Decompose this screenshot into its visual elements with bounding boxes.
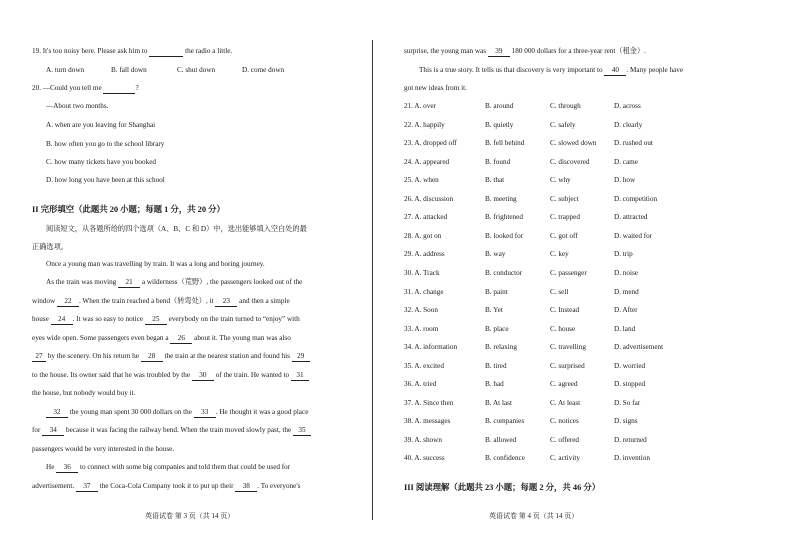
choice-q35-option-b[interactable]: B. tired — [485, 361, 507, 370]
choice-q28-option-c[interactable]: C. got off — [550, 231, 578, 240]
choice-q37-option-c[interactable]: C. At least — [550, 398, 581, 407]
blank-28[interactable]: 28 — [141, 351, 163, 362]
passage-line: eyes wide open. Some passengers even began a 26 about it. The young man was also — [32, 334, 291, 342]
passage-line: He 36 to connect with some big companies and told them that could be used for — [46, 463, 291, 471]
choice-q38-option-d[interactable]: D. signs — [614, 417, 638, 426]
section-3-title: III 阅读理解（此题共 23 小题；每题 2 分，共 46 分） — [404, 483, 601, 492]
choice-q24-option-c[interactable]: C. discovered — [550, 157, 590, 166]
choice-q36-option-c[interactable]: C. agreed — [550, 380, 578, 389]
passage-line: house 24 . It was so easy to notice 25 everybody on the train turned to “enjoy” with — [32, 315, 300, 323]
choice-q40-option-a[interactable]: 40. A. success — [404, 454, 445, 463]
blank-38[interactable]: 38 — [235, 481, 257, 492]
choice-q28-option-d[interactable]: D. waited for — [614, 231, 653, 240]
choice-q38-option-c[interactable]: C. notices — [550, 417, 579, 426]
passage-line: 27 by the scenery. On his return he 28 the train at the nearest station and found his 29 — [32, 351, 310, 362]
choice-q32-option-a[interactable]: 32. A. Soon — [404, 306, 438, 315]
q20-dialogue-reply: —About two months. — [46, 102, 109, 110]
passage-line: for 34 because it was facing the railway bend. When the train moved slowly past, the 35 — [32, 425, 311, 436]
choice-q21-option-d[interactable]: D. across — [614, 102, 641, 110]
q20-option-d: D. how long you have been at this school — [46, 176, 165, 184]
choice-q32-option-c[interactable]: C. Instead — [550, 306, 580, 315]
blank-36[interactable]: 36 — [56, 462, 78, 473]
choice-q23-option-c[interactable]: C. slowed down — [550, 139, 597, 148]
choice-q37-option-d[interactable]: D. So far — [614, 398, 641, 407]
blank-29[interactable]: 29 — [292, 351, 310, 362]
blank-35[interactable]: 35 — [293, 425, 311, 436]
choice-q39-option-c[interactable]: C. offered — [550, 435, 580, 444]
choice-q30-option-a[interactable]: 30. A. Track — [404, 269, 440, 277]
choice-q24-option-a[interactable]: 24. A. appeared — [404, 157, 450, 166]
blank-21[interactable]: 21 — [118, 277, 140, 288]
blank-31[interactable]: 31 — [291, 370, 309, 381]
answer-blank[interactable] — [103, 83, 135, 94]
choice-q37-option-b[interactable]: B. At last — [485, 398, 512, 407]
section-2-instruction-cont: 正确选项。 — [32, 243, 68, 251]
choice-q25-option-b[interactable]: B. that — [485, 176, 505, 185]
blank-22[interactable]: 22 — [57, 296, 79, 307]
choice-q22-option-b[interactable]: B. quietly — [485, 120, 514, 129]
passage-line: passengers would be very interested in the house. — [32, 445, 175, 453]
q20-option-a: A. when are you leaving for Shanghai — [46, 121, 156, 129]
choice-q30-option-c[interactable]: C. passenger — [550, 269, 587, 277]
blank-32[interactable]: 32 — [46, 407, 68, 418]
choice-q22-option-c[interactable]: C. safely — [550, 120, 576, 129]
choice-q30-option-b[interactable]: B. conductor — [485, 269, 523, 277]
choice-q27-option-c[interactable]: C. trapped — [550, 213, 580, 222]
blank-26[interactable]: 26 — [170, 333, 192, 344]
column-divider — [372, 40, 373, 520]
passage-line: As the train was moving 21 a wilderness（荒野）, the passengers looked out of the — [46, 278, 303, 286]
blank-33[interactable]: 33 — [194, 407, 216, 418]
choice-q23-option-d[interactable]: D. rushed out — [614, 139, 653, 148]
passage-line: window 22 . When the train reached a bend（转弯处）, it 23 and then a simple — [32, 297, 290, 305]
passage-line: advertisement. 37 the Coca-Cola Company took it to put up their 38 . To everyone's — [32, 482, 301, 490]
choice-q32-option-d[interactable]: D. After — [614, 306, 638, 315]
blank-24[interactable]: 24 — [51, 314, 73, 325]
choice-q39-option-b[interactable]: B. allowed — [485, 435, 517, 444]
choice-q26-option-a[interactable]: 26. A. discussion — [404, 194, 454, 203]
choice-q33-option-b[interactable]: B. place — [485, 324, 509, 333]
choice-q29-option-c[interactable]: C. key — [550, 250, 569, 259]
choice-q25-option-c[interactable]: C. why — [550, 176, 571, 185]
choice-q38-option-b[interactable]: B. companies — [485, 417, 525, 426]
blank-23[interactable]: 23 — [215, 296, 237, 307]
blank-27[interactable]: 27 — [32, 351, 46, 362]
blank-37[interactable]: 37 — [76, 481, 98, 492]
blank-39[interactable]: 39 — [488, 46, 510, 57]
choice-q23-option-a[interactable]: 23. A. dropped off — [404, 139, 457, 148]
choice-q33-option-c[interactable]: C. house — [550, 324, 576, 333]
choice-q38-option-a[interactable]: 38. A. messages — [404, 417, 451, 426]
answer-blank[interactable] — [149, 46, 183, 57]
choice-q39-option-d[interactable]: D. returned — [614, 435, 647, 444]
page-footer: 英语试卷 第 3 页（共 14 页） — [145, 512, 235, 520]
section-2-title: II 完形填空（此题共 20 小题；每题 1 分，共 20 分） — [32, 205, 225, 214]
choice-q26-option-b[interactable]: B. meeting — [485, 194, 517, 203]
choice-q30-option-d[interactable]: D. noise — [614, 269, 638, 277]
choice-q32-option-b[interactable]: B. Yet — [485, 306, 503, 315]
choice-q28-option-b[interactable]: B. looked for — [485, 231, 524, 240]
choice-q25-option-d[interactable]: D. how — [614, 176, 636, 185]
choice-q23-option-b[interactable]: B. fell behind — [485, 139, 525, 148]
choice-q27-option-b[interactable]: B. frightened — [485, 213, 523, 222]
choice-q35-option-c[interactable]: C. surprised — [550, 361, 585, 370]
passage-line: surprise, the young man was 39 180 000 dollars for a three-year rent（租金）. — [404, 47, 646, 55]
choice-q39-option-a[interactable]: 39. A. shown — [404, 435, 442, 444]
blank-30[interactable]: 30 — [192, 370, 214, 381]
choice-q34-option-d[interactable]: D. advertisement — [614, 343, 664, 352]
choice-q36-option-a[interactable]: 36. A. tried — [404, 380, 437, 389]
right-page — [397, 0, 794, 560]
q20-option-b: B. how often you go to the school library — [46, 140, 165, 148]
choice-q34-option-b[interactable]: B. relaxing — [485, 343, 517, 352]
choice-q29-option-b[interactable]: B. way — [485, 250, 506, 259]
choice-q35-option-d[interactable]: D. worried — [614, 361, 646, 370]
choice-q31-option-d[interactable]: D. mend — [614, 287, 639, 296]
choice-q26-option-c[interactable]: C. subject — [550, 194, 579, 203]
passage-line: Once a young man was travelling by train. It was a long and boring journey. — [46, 260, 265, 268]
choice-q29-option-a[interactable]: 29. A. address — [404, 250, 445, 259]
page-footer: 英语试卷 第 4 页（共 14 页） — [489, 512, 579, 520]
q19-option-b: B. fall down — [111, 66, 147, 74]
passage-line: to the house. Its owner said that he was troubled by the 30 of the train. He wanted to 31 — [32, 370, 309, 381]
blank-25[interactable]: 25 — [145, 314, 167, 325]
section-2-instruction: 阅读短文，从各题所给的四个选项（A、B、C 和 D）中，选出能够填入空白处的最 — [46, 225, 307, 233]
q19-option-a: A. turn down — [46, 66, 85, 74]
choice-q21-option-c[interactable]: C. through — [550, 102, 581, 110]
blank-40[interactable]: 40 — [604, 65, 626, 76]
q19-option-c: C. shut down — [177, 66, 216, 74]
choice-q22-option-a[interactable]: 22. A. happily — [404, 120, 445, 129]
choice-q34-option-a[interactable]: 34. A. information — [404, 343, 458, 352]
question-19-stem: 19. It's too noisy here. Please ask him to the radio a little. — [32, 47, 233, 55]
passage-line: got new ideas from it. — [404, 84, 467, 92]
q20-option-c: C. how many tickets have you booked — [46, 158, 156, 166]
choice-q24-option-d[interactable]: D. came — [614, 157, 638, 166]
choice-q33-option-d[interactable]: D. land — [614, 324, 636, 333]
choice-q31-option-a[interactable]: 31. A. change — [404, 287, 444, 296]
choice-q40-option-d[interactable]: D. invention — [614, 454, 650, 463]
choice-q36-option-b[interactable]: B. had — [485, 380, 504, 389]
passage-line: This is a true story. It tells us that discovery is very important to 40 . Many people have — [419, 66, 684, 74]
choice-q31-option-b[interactable]: B. paint — [485, 287, 508, 296]
choice-q26-option-d[interactable]: D. competition — [614, 194, 658, 203]
choice-q28-option-a[interactable]: 28. A. got on — [404, 231, 442, 240]
choice-q24-option-b[interactable]: B. found — [485, 157, 511, 166]
choice-q22-option-d[interactable]: D. clearly — [614, 120, 643, 129]
choice-q21-option-b[interactable]: B. around — [485, 102, 514, 110]
choice-q33-option-a[interactable]: 33. A. room — [404, 324, 439, 333]
choice-q21-option-a[interactable]: 21. A. over — [404, 102, 436, 110]
choice-q34-option-c[interactable]: C. travelling — [550, 343, 586, 352]
choice-q27-option-a[interactable]: 27. A. attacked — [404, 213, 448, 222]
choice-q27-option-d[interactable]: D. attracted — [614, 213, 648, 222]
question-20-stem: 20. —Could you tell me ? — [32, 84, 139, 92]
choice-q36-option-d[interactable]: D. stopped — [614, 380, 646, 389]
choice-q35-option-a[interactable]: 35. A. excited — [404, 361, 444, 370]
choice-q29-option-d[interactable]: D. trip — [614, 250, 633, 259]
choice-q31-option-c[interactable]: C. sell — [550, 287, 569, 296]
passage-line: 32 the young man spent 30 000 dollars on the 33 . He thought it was a good place — [46, 407, 308, 418]
choice-q37-option-a[interactable]: 37. A. Since then — [404, 398, 454, 407]
blank-34[interactable]: 34 — [42, 425, 64, 436]
choice-q25-option-a[interactable]: 25. A. when — [404, 176, 439, 185]
q19-option-d: D. come down — [242, 66, 285, 74]
choice-q40-option-c[interactable]: C. activity — [550, 454, 580, 463]
passage-line: the house, but nobody would buy it. — [32, 389, 136, 397]
choice-q40-option-b[interactable]: B. confidence — [485, 454, 525, 463]
